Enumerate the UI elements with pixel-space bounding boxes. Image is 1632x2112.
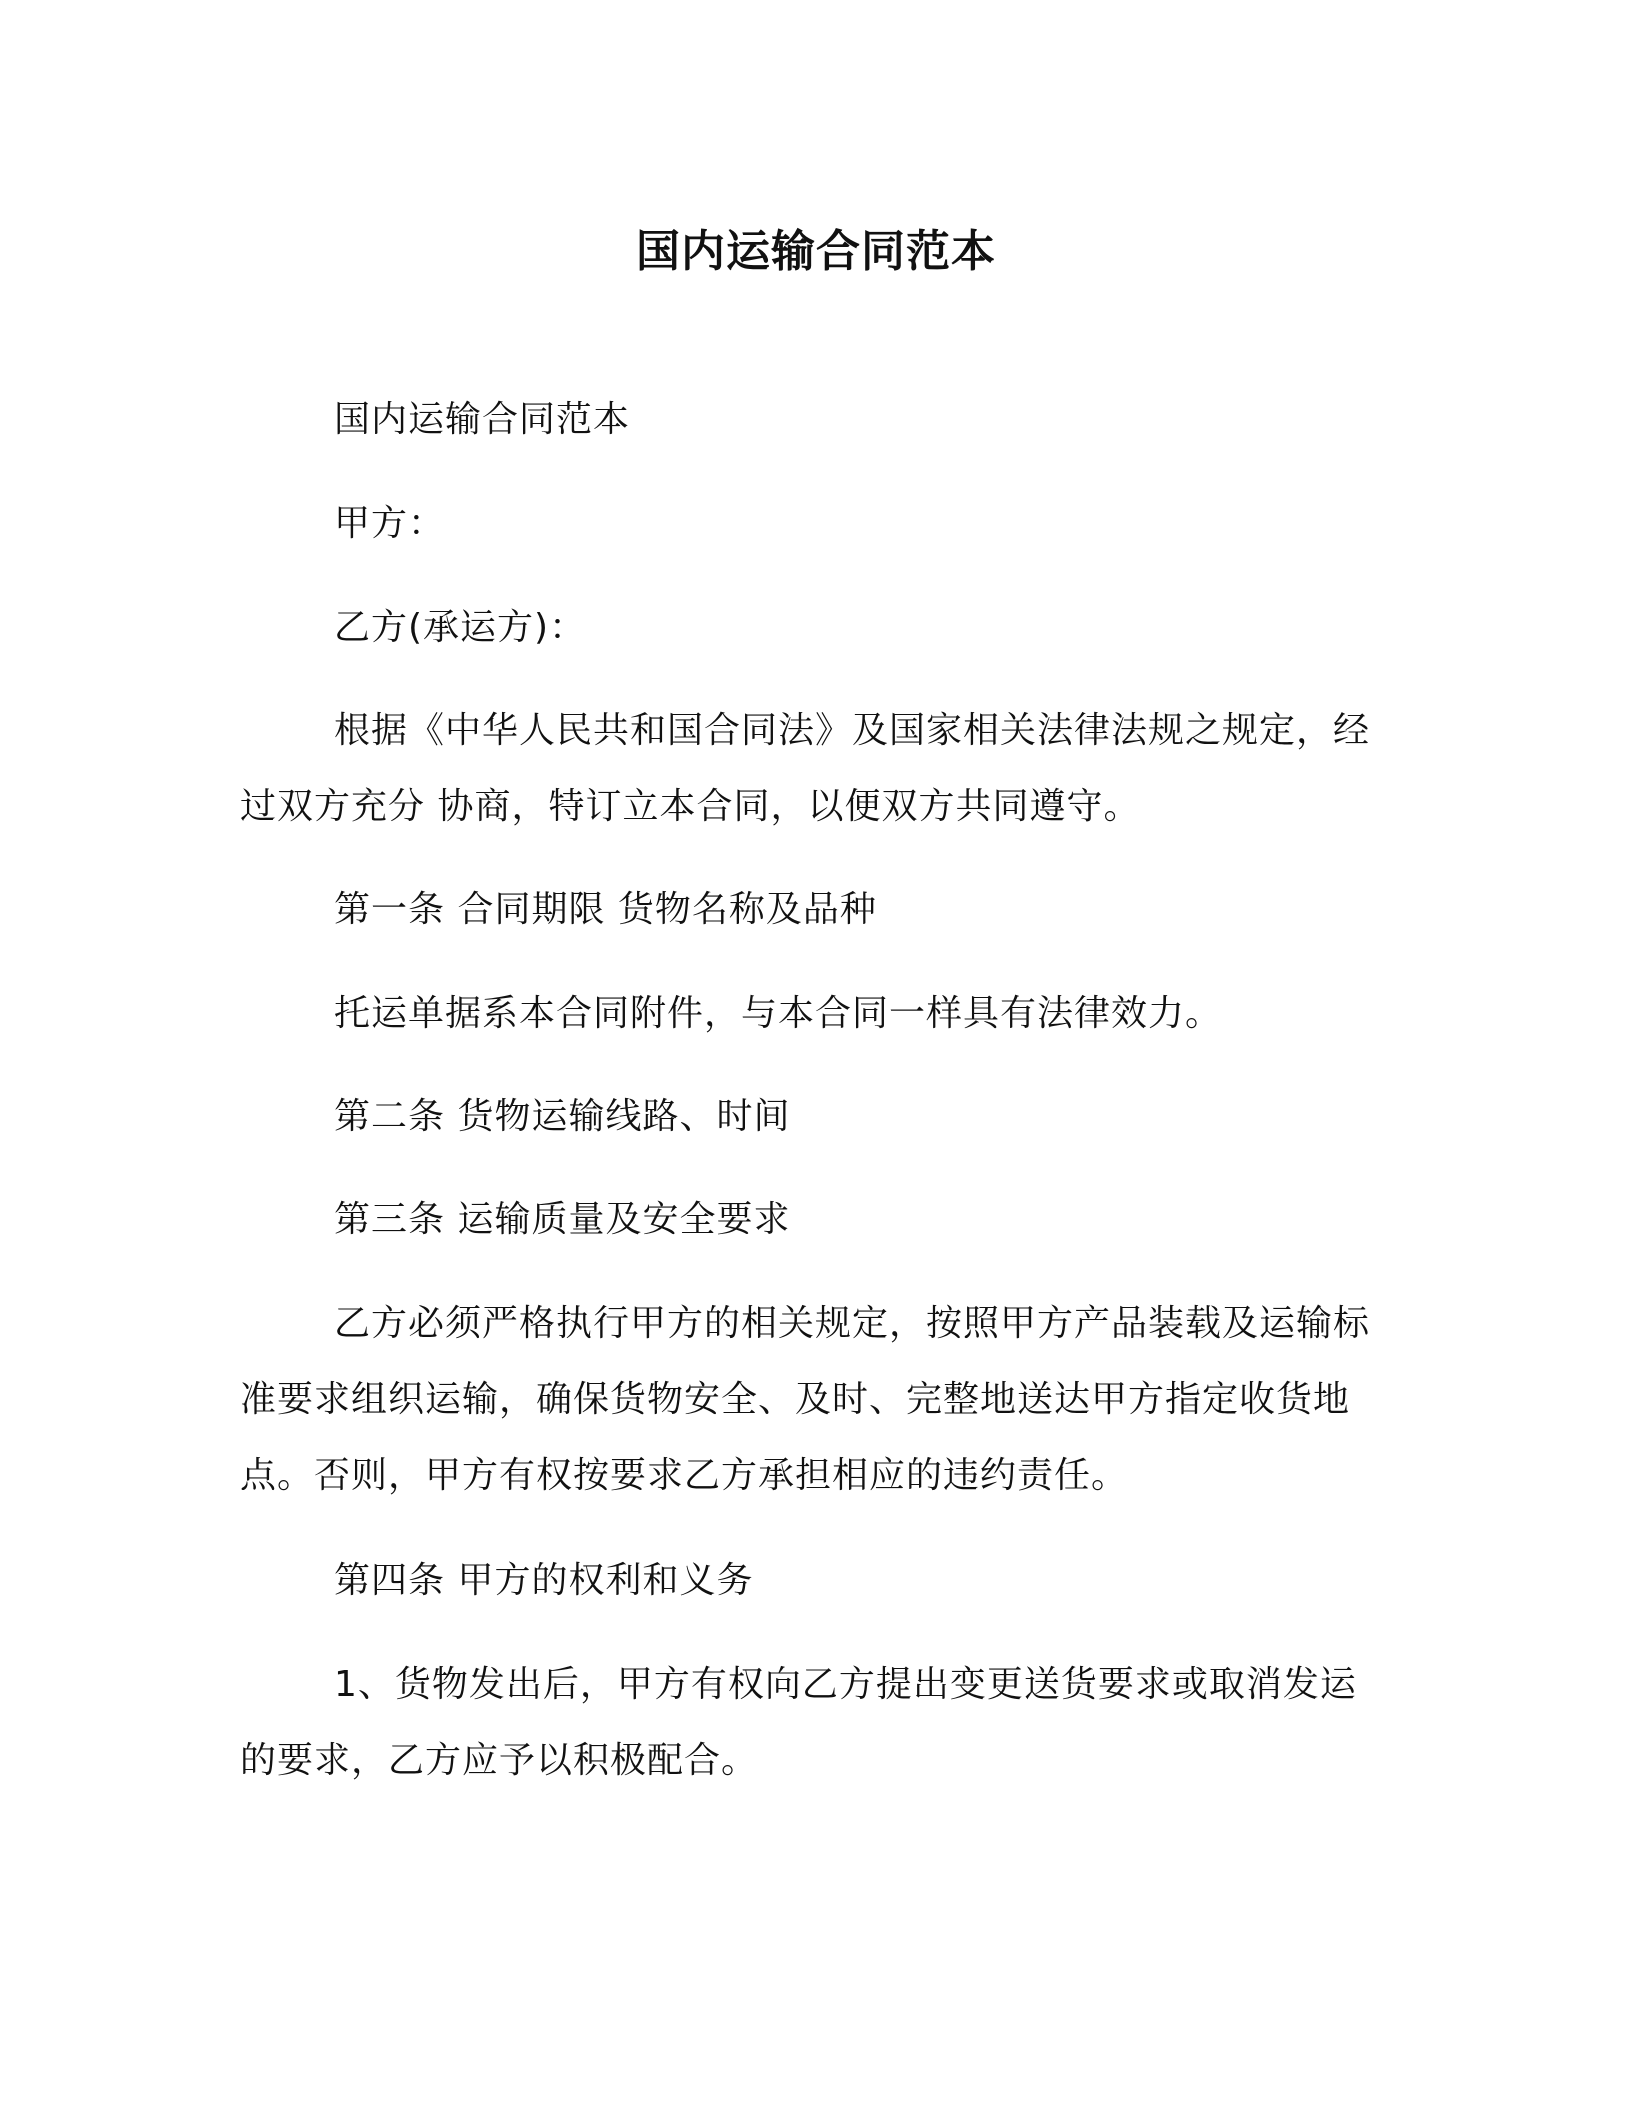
paragraph-line: 的要求，乙方应予以积极配合。 — [240, 1740, 759, 1781]
paragraph-line: 甲方： — [334, 503, 446, 544]
paragraph-line: 第二条 货物运输线路、时间 — [334, 1096, 791, 1137]
paragraph-line: 过双方充分 协商，特订立本合同，以便双方共同遵守。 — [240, 786, 1141, 827]
document-title: 国内运输合同范本 — [636, 226, 996, 277]
paragraph-quality — [240, 1286, 1390, 1514]
paragraph-line: 根据《中华人民共和国合同法》及国家相关法律法规之规定，经 — [334, 710, 1371, 751]
paragraph-line: 1、货物发出后，甲方有权向乙方提出变更送货要求或取消发运 — [334, 1664, 1357, 1705]
paragraph-line: 第三条 运输质量及安全要求 — [334, 1199, 791, 1240]
paragraph-party-a — [240, 486, 1390, 562]
paragraph-party-b — [240, 590, 1390, 666]
paragraph-subtitle — [240, 382, 1390, 458]
article-2-heading — [240, 1079, 1390, 1155]
paragraph-attachment — [240, 976, 1390, 1052]
paragraph-preamble — [240, 693, 1390, 845]
paragraph-line: 乙方必须严格执行甲方的相关规定，按照甲方产品装载及运输标 — [334, 1303, 1371, 1344]
paragraph-line: 国内运输合同范本 — [334, 399, 631, 440]
article-4-heading — [240, 1543, 1390, 1619]
paragraph-line: 乙方(承运方)： — [334, 607, 587, 648]
article-1-heading — [240, 872, 1390, 948]
paragraph-line: 托运单据系本合同附件，与本合同一样具有法律效力。 — [334, 993, 1223, 1034]
paragraph-line: 准要求组织运输，确保货物安全、及时、完整地送达甲方指定收货地 — [240, 1379, 1351, 1420]
paragraph-line: 点。否则，甲方有权按要求乙方承担相应的违约责任。 — [240, 1455, 1129, 1496]
paragraph-line: 第一条 合同期限 货物名称及品种 — [334, 889, 877, 930]
paragraph-item-1 — [240, 1647, 1390, 1799]
article-3-heading — [240, 1182, 1390, 1258]
paragraph-line: 第四条 甲方的权利和义务 — [334, 1560, 754, 1601]
